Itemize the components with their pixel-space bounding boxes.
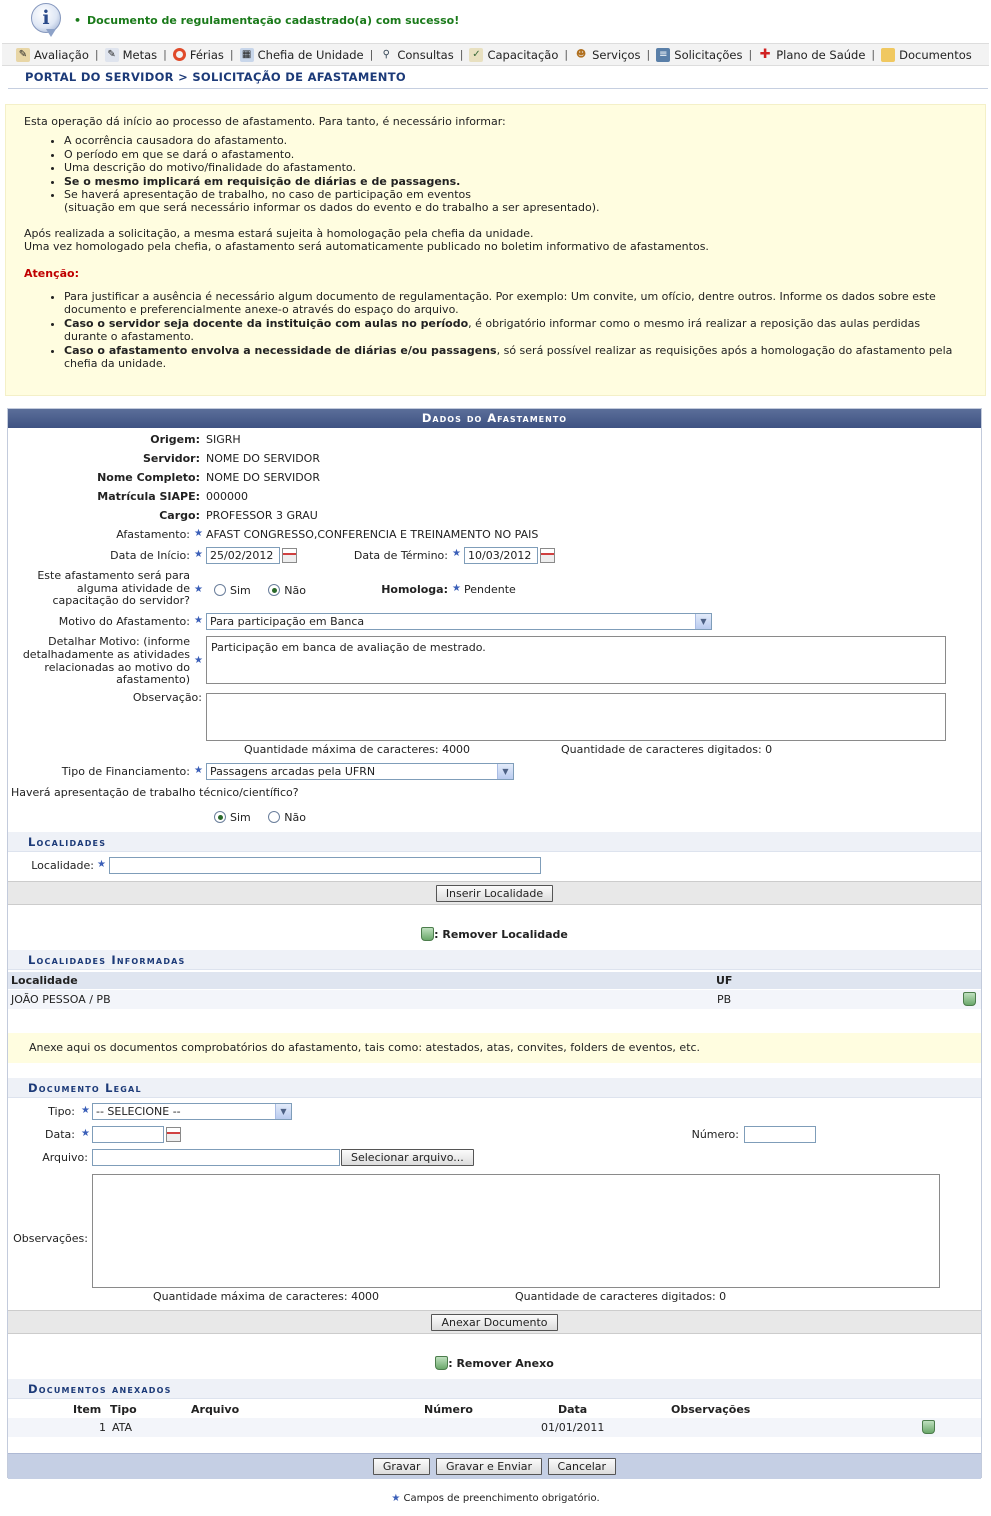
info-item-bold: • Se o mesmo implicará em requisição de diárias e de passagens. [64, 175, 967, 188]
data-cell: 01/01/2011 [541, 1421, 605, 1434]
chevron-down-icon: ▼ [275, 1104, 291, 1119]
success-message [0, 0, 991, 42]
atencao-heading: Atenção: [24, 266, 79, 280]
document-list-icon: ≡ [656, 48, 670, 62]
homologa-label: Homologa: [381, 583, 448, 596]
required-star-icon: ★ [194, 549, 203, 560]
financiamento-select[interactable]: Passagens arcadas pela UFRN ▼ [206, 763, 514, 780]
inicio-label: Data de Início: [110, 549, 190, 562]
detalhar-label: Detalhar Motivo: (informe detalhadamente as atividades relacionadas ao motivo do afastamento) [22, 635, 190, 687]
medical-cross-icon: ✚ [759, 46, 771, 62]
remover-anexo-legend: : Remover Anexo [8, 1356, 981, 1370]
required-star-icon: ★ [452, 548, 461, 559]
info-item: • A ocorrência causadora do afastamento. [64, 134, 967, 147]
menu-documentos[interactable]: Documentos [881, 48, 972, 62]
form-caption: Dados do Afastamento [8, 409, 981, 428]
menu-consultas[interactable]: ⚲ Consultas [379, 48, 453, 62]
remove-anexo-icon[interactable] [922, 1420, 935, 1434]
numero-input[interactable] [744, 1126, 816, 1143]
menu-capacitacao[interactable]: ✓ Capacitação [469, 48, 558, 62]
menu-chefia[interactable]: ▦ Chefia de Unidade [240, 48, 364, 62]
info-icon: i [31, 3, 61, 33]
required-star-icon: ★ [452, 583, 461, 594]
menu-ferias[interactable]: Férias [173, 48, 224, 62]
col-item: Item [73, 1403, 102, 1416]
tipo-cell: ATA [112, 1421, 133, 1434]
tipo-select[interactable]: -- SELECIONE -- ▼ [92, 1103, 292, 1120]
magnifier-icon: ⚲ [382, 48, 390, 60]
localidades-informadas-header: Localidades Informadas [8, 950, 981, 970]
success-text: • Documento de regulamentação cadastrado(a) com sucesso! [74, 14, 459, 27]
menu-plano-saude[interactable]: ✚ Plano de Saúde [759, 46, 866, 62]
menu-servicos[interactable]: ☻ Serviços [575, 47, 641, 62]
table-row [8, 1418, 981, 1437]
servidor-value: NOME DO SERVIDOR [206, 452, 320, 465]
typed-chars-text: Quantidade de caracteres digitados: 0 [515, 1290, 727, 1303]
checklist-icon: ✓ [469, 48, 483, 62]
cancelar-button[interactable]: Cancelar [548, 1458, 617, 1475]
folder-icon [881, 48, 895, 62]
col-data: Data [558, 1403, 588, 1416]
radio-nao[interactable] [268, 584, 280, 596]
radio-sim[interactable] [214, 584, 226, 596]
capacitacao-label: Este afastamento será para alguma atividade de capacitação do servidor? [37, 569, 190, 607]
atencao-item: • Caso o servidor seja docente da instituição com aulas no período, é obrigatório informar como o mesmo irá realizar a reposição das aulas perdidas durante o afastamento. [64, 317, 963, 344]
apresentacao-nao[interactable]: Não [268, 811, 306, 824]
data-inicio-input[interactable]: 25/02/2012 [206, 547, 280, 564]
afastamento-label: Afastamento: [116, 528, 190, 541]
col-observacoes: Observações [671, 1403, 751, 1416]
cargo-label: Cargo: [159, 509, 200, 522]
cargo-value: PROFESSOR 3 GRAU [206, 509, 318, 522]
item-cell: 1 [99, 1421, 106, 1434]
radio-nao[interactable] [268, 811, 280, 823]
anexar-button-bar [8, 1310, 981, 1334]
required-star-icon: ★ [194, 765, 203, 776]
localidades-header: Localidades [8, 832, 981, 852]
info-item: • O período em que se dará o afastamento. [64, 148, 967, 161]
required-star-icon: ★ [81, 1128, 90, 1139]
origem-value: SIGRH [206, 433, 241, 446]
localidade-input[interactable] [109, 857, 541, 874]
numero-label: Número: [691, 1128, 739, 1141]
anexo-hint: Anexe aqui os documentos comprobatórios do afastamento, tais como: atestados, atas, convites, folders de eventos, etc. [8, 1033, 981, 1063]
gravar-enviar-button[interactable]: Gravar e Enviar [436, 1458, 542, 1475]
menu-solicitacoes[interactable]: ≡ Solicitações [656, 48, 742, 62]
info-after-2: Uma vez homologado pela chefia, o afastamento será automaticamente publicado no boletim informativo de afastamentos. [24, 240, 709, 254]
menu-avaliacao[interactable]: ✎ Avaliação [16, 48, 89, 62]
radio-sim[interactable] [214, 811, 226, 823]
motivo-select[interactable]: Para participação em Banca ▼ [206, 613, 712, 630]
nome-value: NOME DO SERVIDOR [206, 471, 320, 484]
selecionar-arquivo-button[interactable]: Selecionar arquivo... [341, 1149, 474, 1166]
atencao-item: • Caso o afastamento envolva a necessidade de diárias e/ou passagens, só será possível realizar as requisições após a homologação do afastamento pela chefia da unidade. [64, 344, 963, 371]
remove-localidade-icon[interactable] [963, 992, 976, 1006]
breadcrumb-divider [8, 88, 988, 89]
data-termino-input[interactable]: 10/03/2012 [464, 547, 538, 564]
apresentacao-sim[interactable]: Sim [214, 811, 251, 824]
breadcrumb: PORTAL DO SERVIDOR > SOLICITAÇÃO DE AFASTAMENTO [25, 70, 406, 84]
arquivo-input[interactable] [92, 1149, 340, 1166]
anexar-documento-button[interactable]: Anexar Documento [431, 1314, 557, 1331]
atencao-list [64, 290, 963, 370]
arquivo-label: Arquivo: [42, 1151, 88, 1164]
anexados-table-header [8, 1401, 981, 1418]
observacoes-textarea[interactable] [92, 1174, 940, 1288]
capacitacao-radios [214, 584, 306, 597]
col-numero: Número [424, 1403, 473, 1416]
info-intro: Esta operação dá início ao processo de afastamento. Para tanto, é necessário informar: [24, 115, 506, 128]
required-star-icon: ★ [194, 655, 203, 666]
gravar-button[interactable]: Gravar [373, 1458, 431, 1475]
col-arquivo: Arquivo [191, 1403, 240, 1416]
capacitacao-nao[interactable]: Não [268, 584, 306, 597]
required-star-icon: ★ [194, 584, 203, 595]
observacao-label: Observação: [132, 691, 202, 704]
chevron-down-icon: ▼ [497, 764, 513, 779]
termino-label: Data de Término: [353, 549, 448, 562]
table-row [8, 990, 981, 1009]
matricula-value: 000000 [206, 490, 248, 503]
homologa-value: Pendente [464, 583, 516, 596]
tipo-label: Tipo: [48, 1105, 75, 1118]
afastamento-form [7, 408, 982, 1478]
typed-chars-text: Quantidade de caracteres digitados: 0 [561, 743, 773, 756]
chevron-down-icon: ▼ [695, 614, 711, 629]
documentos-anexados-header: Documentos anexados [8, 1379, 981, 1399]
observacao-textarea[interactable] [206, 693, 946, 741]
notepad-icon: ✎ [105, 48, 119, 62]
origem-label: Origem: [150, 433, 200, 446]
servidor-label: Servidor: [142, 452, 200, 465]
remover-localidade-legend: : Remover Localidade [8, 927, 981, 941]
atencao-item: • Para justificar a ausência é necessário algum documento de regulamentação. Por exemplo: Um convite, um ofício, dentre outros. Informe os dados sobre este documento e preferencialmente anexe-o através do espaço do arquivo. [64, 290, 963, 317]
matricula-label: Matrícula SIAPE: [97, 490, 200, 503]
info-icon-tail [46, 29, 56, 37]
required-star-icon: ★ [194, 528, 203, 539]
col-localidade: Localidade [11, 974, 78, 987]
info-list [64, 134, 967, 214]
capacitacao-sim[interactable]: Sim [214, 584, 251, 597]
detalhar-textarea[interactable]: Participação em banca de avaliação de mestrado. [206, 636, 946, 684]
col-uf: UF [716, 974, 733, 987]
calendar-icon[interactable] [166, 1127, 181, 1142]
localidade-button-bar [8, 881, 981, 905]
info-item-last: • Se haverá apresentação de trabalho, no caso de participação em eventos (situação em que será necessário informar os dados do evento e do trabalho a ser apresentado). [64, 188, 967, 215]
person-icon: ☻ [575, 48, 587, 60]
inserir-localidade-button[interactable]: Inserir Localidade [436, 885, 553, 902]
info-box [5, 104, 986, 396]
calendar-icon[interactable] [282, 548, 297, 563]
documento-legal-header: Documento Legal [8, 1078, 981, 1098]
footnote: ★ Campos de preenchimento obrigatório. [391, 1493, 600, 1504]
motivo-label: Motivo do Afastamento: [58, 615, 190, 628]
calendar-icon[interactable] [540, 548, 555, 563]
required-star-icon: ★ [391, 1493, 401, 1504]
nome-label: Nome Completo: [97, 471, 200, 484]
afastamento-value: AFAST CONGRESSO,CONFERENCIA E TREINAMENTO NO PAIS [206, 528, 539, 541]
info-after-1: Após realizada a solicitação, a mesma estará sujeita à homologação pela chefia da unidade. [24, 226, 534, 240]
data-label: Data: [45, 1128, 75, 1141]
trash-icon [435, 1356, 448, 1370]
localidade-cell: JOÃO PESSOA / PB [11, 993, 111, 1006]
required-star-icon: ★ [81, 1105, 90, 1116]
org-chart-icon: ▦ [240, 48, 254, 62]
trash-icon [421, 927, 434, 941]
required-star-icon: ★ [97, 859, 106, 870]
localidade-label: Localidade: [31, 859, 94, 872]
clipboard-pencil-icon: ✎ [16, 48, 30, 62]
top-menu: ✎ Avaliação | ✎ Metas | Férias | ▦ Chefia de Unidade | ⚲ Consultas | ✓ Capacitação | ☻ Serviços | ≡ Solicitações | ✚ Plano de Saúde | Documentos [2, 43, 989, 66]
apresentacao-label: Haverá apresentação de trabalho técnico/científico? [11, 786, 299, 799]
col-tipo: Tipo [110, 1403, 137, 1416]
form-actions [8, 1453, 981, 1479]
lifebuoy-icon [173, 48, 186, 61]
info-item: • Uma descrição do motivo/finalidade do afastamento. [64, 161, 967, 174]
apresentacao-radios [214, 811, 306, 824]
localidades-table-header [8, 972, 981, 989]
menu-metas[interactable]: ✎ Metas [105, 48, 158, 62]
required-star-icon: ★ [194, 615, 203, 626]
financiamento-label: Tipo de Financiamento: [61, 765, 190, 778]
max-chars-text: Quantidade máxima de caracteres: 4000 [153, 1290, 380, 1303]
uf-cell: PB [717, 993, 732, 1006]
observacoes-label: Observações: [13, 1232, 88, 1245]
data-input[interactable] [92, 1126, 164, 1143]
max-chars-text: Quantidade máxima de caracteres: 4000 [244, 743, 471, 756]
